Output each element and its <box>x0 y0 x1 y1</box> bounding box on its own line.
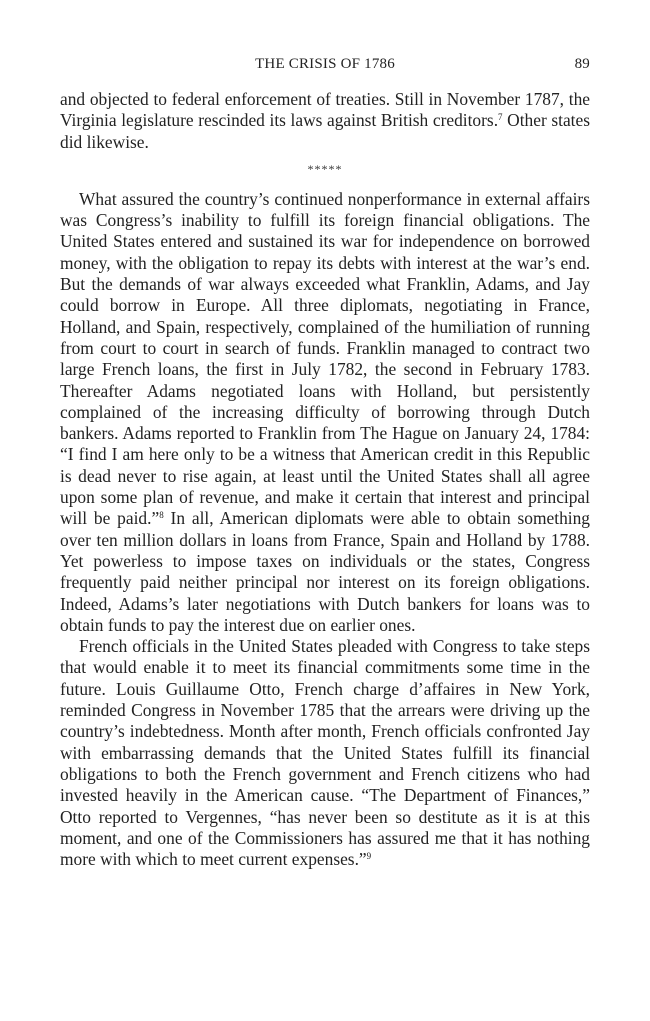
running-title: THE CRISIS OF 1786 <box>255 56 395 72</box>
footnote-marker: 8 <box>159 510 164 521</box>
section-break: ***** <box>307 161 343 176</box>
paragraph-text: What assured the country’s continued nonperformance in external affairs was Congress’s inability to fulfill its foreign financial obligations. The United States entered and sustained its war for independence on borrowed money, with the obligation to repay its debts with interest at the war’s end. But the demands of war always exceeded what Franklin, Adams, and Jay could borrow in Europe. All three diplomats, negotiating in France, Holland, and Spain, respectively, complained of the humiliation of running from court to court in search of funds. Franklin managed to contract two large French loans, the first in July 1782, the second in February 1783. Thereafter Adams negotiated loans with Holland, but persistently complained of the increasing difficulty of borrowing through Dutch bankers. Adams reported to Franklin from The Hague on January 24, 1784: “I find I am here only to be a witness that American credit in this Republic is dead never to rise again, at least until the United States shall all agree upon some plan of revenue, and make it certain that interest and principal will be paid.” <box>60 188 590 529</box>
paragraph-text: Other states did likewise. <box>60 110 590 152</box>
paragraph-continuation <box>60 89 590 153</box>
paragraph-text: In all, American diplomats were able to obtain something over ten million dollars in loans from France, Spain and Holland by 1788. Yet powerless to impose taxes on individuals or the states, Congress frequently paid neither principal nor interest on its foreign obligations. Indeed, Adams’s later negotiations with Dutch bankers for loans was to obtain funds to pay the interest due on earlier ones. <box>60 508 590 635</box>
book-page <box>60 56 590 870</box>
paragraph-text: French officials in the United States pleaded with Congress to take steps that would enable it to meet its financial commitments some time in the future. Louis Guillaume Otto, French charge d’affaires in New York, reminded Congress in November 1785 that the arrears were driving up the country’s indebtedness. Month after month, French officials confronted Jay with embarrassing demands that the United States fulfill its financial obligations to both the French government and French citizens who had invested heavily in the American cause. “The Department of Finances,” Otto reported to Vergennes, “has never been so destitute as it is at this moment, and one of the Commissioners has assured me that it has nothing more with which to meet current expenses.” <box>60 636 590 870</box>
footnote-marker: 9 <box>366 851 372 862</box>
footnote-marker: 7 <box>498 112 503 123</box>
paragraph <box>60 189 590 636</box>
page-number: 89 <box>574 56 590 72</box>
paragraph <box>60 636 590 870</box>
body-text <box>60 89 590 870</box>
paragraph-text: and objected to federal enforcement of treaties. Still in November 1787, the Virginia legislature rescinded its laws against British creditors. <box>60 89 590 131</box>
running-head <box>60 56 590 80</box>
